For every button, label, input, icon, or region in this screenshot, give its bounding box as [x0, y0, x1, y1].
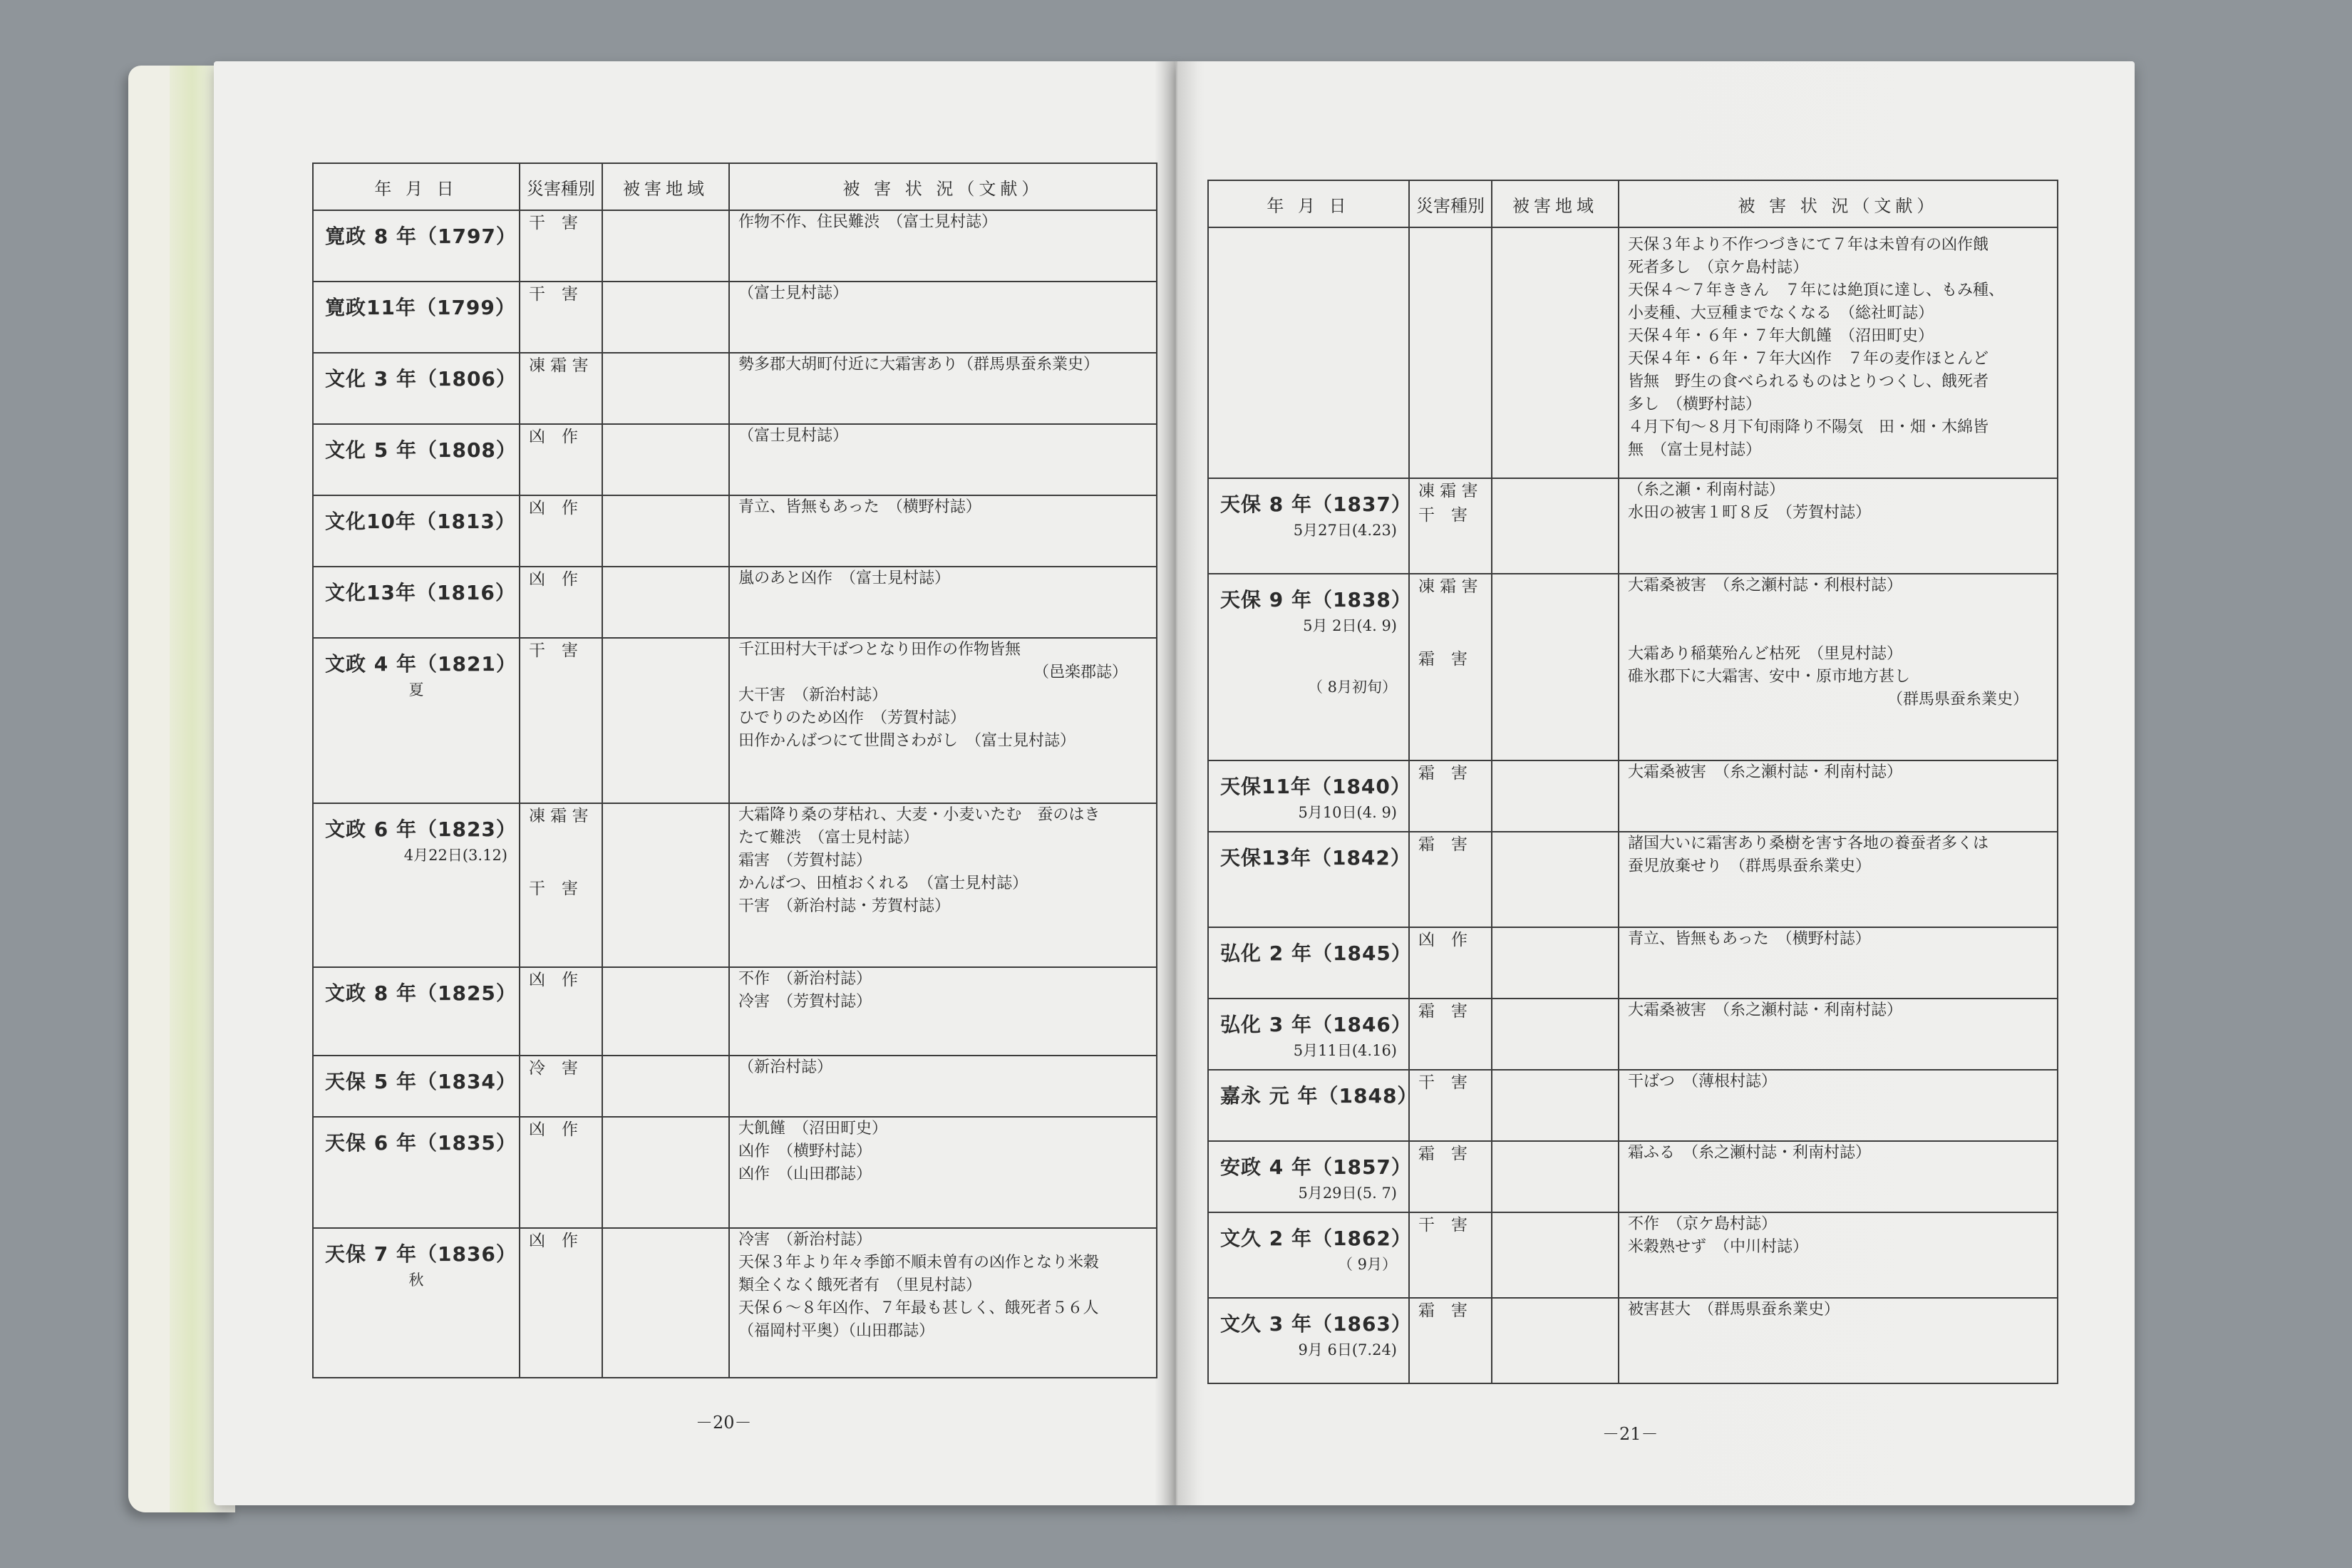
disaster-type [1410, 599, 1491, 623]
date-cell [1208, 999, 1412, 1070]
disaster-type-cell [1409, 1141, 1492, 1212]
damage-detail-line: かんばつ、田植おくれる （富士見村誌） [738, 875, 1028, 892]
table-row [1208, 1070, 2058, 1141]
damage-detail-line: 被害甚大 （群馬県蚕糸業史） [1628, 1301, 1840, 1319]
disaster-type: 凶 作 [529, 428, 578, 446]
date-label: 弘化 3 年（1846） [1220, 1013, 1412, 1036]
disaster-type-cell [520, 967, 602, 1056]
table-row [313, 353, 1157, 424]
disaster-type: 霜 害 [1418, 835, 1468, 854]
affected-area-cell [602, 282, 729, 353]
date-cell [313, 803, 520, 967]
table-row [313, 1228, 1157, 1378]
table-row [1208, 478, 2058, 574]
damage-detail-line: 霜ふる （糸之瀬村誌・利南村誌） [1628, 1144, 1872, 1162]
disaster-type-cell [1409, 1070, 1492, 1141]
date-cell [1208, 760, 1409, 832]
damage-detail-cell [729, 1117, 1157, 1228]
date-cell [1208, 927, 1412, 999]
date-sub-label: 5月29日(5. 7) [1298, 1185, 1397, 1202]
disaster-type: 霜 害 [1418, 650, 1468, 669]
table-row [313, 1056, 1157, 1117]
page-number-right: －21－ [1602, 1424, 1659, 1444]
date-cell [313, 495, 520, 567]
header-detail: 被 害 状 況（文献） [1619, 180, 2058, 227]
date-label: 文久 2 年（1862） [1220, 1227, 1412, 1250]
damage-detail-cell [729, 567, 1157, 638]
damage-detail-line: 天保４年・６年・７年大凶作 ７年の麦作ほとんど [1628, 350, 1989, 368]
affected-area-cell [1492, 1141, 1619, 1212]
affected-area-cell [1492, 227, 1619, 478]
damage-detail-line: 天保６～８年凶作、７年最も甚しく、餓死者５６人 [738, 1299, 1099, 1317]
damage-detail-line: 大霜桑被害 （糸之瀬村誌・利南村誌） [1628, 763, 1903, 781]
date-cell [1208, 1141, 1412, 1212]
disaster-type-cell [520, 638, 602, 803]
affected-area-cell [602, 424, 729, 495]
disaster-type-cell [520, 495, 602, 567]
disaster-type-cell [1409, 760, 1492, 832]
disaster-type: 冷 害 [529, 1059, 578, 1078]
header-date: 年 月 日 [313, 163, 520, 210]
table-row [1208, 760, 2058, 832]
affected-area-cell [1492, 1298, 1619, 1383]
disaster-type-cell [520, 1228, 602, 1378]
date-label: 文政 6 年（1823） [325, 817, 517, 841]
affected-area-cell [1492, 1070, 1619, 1141]
damage-detail-line: 小麦種、大豆種までなくなる （総社町誌） [1628, 304, 1934, 322]
damage-detail-line: （群馬県蚕糸業史） [1887, 691, 2028, 708]
date-label: 寛政11年（1799） [325, 296, 516, 319]
disaster-type: 干 害 [529, 880, 578, 898]
date-label: 文政 8 年（1825） [325, 981, 517, 1005]
date-label: 天保11年（1840） [1220, 775, 1411, 798]
table-row [313, 567, 1157, 638]
damage-detail-line [1619, 620, 2057, 643]
damage-detail-line: 大干害 （新治村誌） [738, 686, 888, 704]
damage-detail-cell [1619, 1212, 2058, 1298]
affected-area-cell [602, 353, 729, 424]
header-type: 災害種別 [520, 163, 602, 210]
damage-detail-line: 干害 （新治村誌・芳賀村誌） [738, 897, 951, 915]
disaster-type-cell [520, 282, 602, 353]
disaster-type: 干 害 [1418, 1073, 1468, 1092]
affected-area-cell [602, 495, 729, 567]
damage-detail-line: 碓氷郡下に大霜害、安中・原市地方甚し [1628, 668, 1911, 686]
affected-area-cell [602, 1228, 729, 1378]
damage-detail-line: 類全くなく餓死者有 （里見村誌） [738, 1276, 982, 1294]
damage-detail-line: 大霜降り桑の芽枯れ、大麦・小麦いたむ 蚕のはき [738, 806, 1100, 824]
date-label [1209, 228, 1408, 238]
damage-detail-line: 皆無 野生の食べられるものはとりつくし、餓死者 [1628, 373, 1989, 391]
damage-detail-cell [729, 967, 1157, 1056]
date-sub-label: 5月 2日(4. 9) [1303, 617, 1397, 634]
affected-area-cell [602, 803, 729, 967]
damage-detail-line: 嵐のあと凶作 （富士見村誌） [738, 569, 951, 587]
table-row [313, 803, 1157, 967]
disaster-type-cell [520, 1056, 602, 1117]
damage-detail-line: 大霜桑被害 （糸之瀬村誌・利南村誌） [1628, 1001, 1903, 1019]
damage-detail-line: 無 （富士見村誌） [1628, 441, 1762, 459]
damage-detail-line: 蚕児放棄せり （群馬県蚕糸業史） [1628, 857, 1872, 875]
date-label: 文化10年（1813） [325, 510, 516, 533]
disaster-type: 霜 害 [1418, 1145, 1468, 1163]
damage-detail-line [1619, 597, 2057, 620]
date-cell [313, 282, 520, 353]
damage-detail-cell [729, 210, 1157, 282]
disaster-type [520, 852, 602, 877]
table-row [1208, 832, 2058, 927]
disaster-table-left [312, 163, 1157, 1378]
date-label: 文化13年（1816） [325, 581, 516, 604]
table-row [1208, 999, 2058, 1070]
table-row [313, 967, 1157, 1056]
affected-area-cell [1492, 999, 1619, 1070]
damage-detail-line: 大霜桑被害 （糸之瀬村誌・利根村誌） [1628, 577, 1903, 594]
disaster-type-cell [520, 210, 602, 282]
date-cell [313, 424, 520, 495]
damage-detail-line: 冷害 （新治村誌） [738, 1231, 872, 1249]
affected-area-cell [1492, 927, 1619, 999]
disaster-type: 干 害 [529, 641, 578, 660]
table-row [1208, 1141, 2058, 1212]
disaster-type: 凍 霜 害 [1418, 482, 1478, 500]
table-row [1208, 1212, 2058, 1298]
date-cell [313, 353, 520, 424]
damage-detail-cell [729, 1056, 1157, 1117]
disaster-type-cell [520, 1117, 602, 1228]
date-label: 天保 9 年（1838） [1220, 588, 1412, 612]
affected-area-cell [1492, 574, 1619, 760]
damage-detail-line: 冷害 （芳賀村誌） [738, 993, 872, 1011]
date-cell [1208, 574, 1412, 760]
header-date: 年 月 日 [1208, 180, 1409, 227]
damage-detail-line: 天保３年より年々季節不順未曽有の凶作となり米穀 [738, 1254, 1100, 1272]
damage-detail-line: 諸国大いに霜害あり桑樹を害す各地の養蚕者多くは [1628, 835, 1989, 852]
disaster-type: 凶 作 [529, 971, 578, 989]
affected-area-cell [1492, 832, 1619, 927]
affected-area-cell [602, 1117, 729, 1228]
date-cell [313, 1117, 520, 1228]
date-cell [313, 967, 520, 1056]
table-header-row [1208, 180, 2058, 227]
disaster-type-cell [520, 803, 602, 967]
date-label: 文化 3 年（1806） [325, 367, 517, 391]
date-sub-label: 5月27日(4.23) [1293, 522, 1397, 539]
date-label: 天保 6 年（1835） [325, 1131, 517, 1155]
damage-detail-cell [1619, 1070, 2058, 1141]
header-type: 災害種別 [1409, 180, 1492, 227]
disaster-type: 干 害 [529, 214, 578, 232]
damage-detail-line: 凶作 （山田郡誌） [738, 1165, 872, 1183]
damage-detail-cell [1619, 478, 2058, 574]
table-row [313, 210, 1157, 282]
disaster-type-cell [1409, 927, 1492, 999]
disaster-type: 干 害 [1418, 1216, 1468, 1234]
disaster-type: 凶 作 [529, 499, 578, 517]
date-cell [313, 638, 520, 803]
disaster-table-right [1207, 180, 2058, 1384]
damage-detail-line: ひでりのため凶作 （芳賀村誌） [738, 709, 966, 727]
affected-area-cell [1492, 760, 1619, 832]
date-cell [1208, 478, 1412, 574]
damage-detail-cell [729, 638, 1157, 803]
table-row [1208, 927, 2058, 999]
damage-detail-line: 不作 （京ケ島村誌） [1628, 1215, 1778, 1233]
damage-detail-line: 米穀熟せず （中川村誌） [1628, 1238, 1809, 1256]
date-label: 安政 4 年（1857） [1220, 1155, 1412, 1179]
table-row [1208, 227, 2058, 478]
damage-detail-line: 田作かんばつにて世間さわがし （富士見村誌） [738, 732, 1076, 750]
damage-detail-cell [1619, 574, 2058, 760]
header-area: 被害地域 [602, 163, 729, 210]
damage-detail-cell [729, 353, 1157, 424]
damage-detail-line: （富士見村誌） [738, 427, 849, 445]
date-label: 文久 3 年（1863） [1220, 1312, 1412, 1336]
damage-detail-cell [729, 282, 1157, 353]
page-stack-edge [170, 66, 220, 1512]
table-row [313, 638, 1157, 803]
disaster-type-cell [1409, 574, 1492, 760]
damage-detail-line: （新治村誌） [738, 1058, 833, 1076]
damage-detail-line: 多し （横野村誌） [1628, 396, 1762, 413]
header-detail: 被 害 状 況（文献） [729, 163, 1157, 210]
table-header-row [313, 163, 1157, 210]
page-number-left: －20－ [696, 1413, 752, 1433]
disaster-type: 凶 作 [529, 1120, 578, 1139]
disaster-type [520, 828, 602, 852]
disaster-type-cell [1409, 1212, 1492, 1298]
date-label: 天保 5 年（1834） [325, 1070, 517, 1093]
damage-detail-line: 大飢饉 （沼田町史） [738, 1120, 888, 1138]
damage-detail-cell [1619, 832, 2058, 927]
damage-detail-cell [1619, 999, 2058, 1070]
damage-detail-line: 青立、皆無もあった （横野村誌） [738, 498, 981, 516]
disaster-type-cell [1409, 999, 1492, 1070]
date-cell [313, 1056, 520, 1117]
damage-detail-cell [729, 495, 1157, 567]
damage-detail-line: （糸之瀬・利南村誌） [1628, 481, 1785, 499]
spacer [1209, 636, 1408, 674]
date-sub-label: 夏 [408, 681, 424, 698]
damage-detail-cell [1619, 760, 2058, 832]
damage-detail-cell [729, 1228, 1157, 1378]
disaster-type-cell [1409, 1298, 1492, 1383]
date-cell [1208, 1212, 1412, 1298]
disaster-type-cell [1409, 832, 1492, 927]
damage-detail-line: 勢多郡大胡町付近に大霜害あり（群馬県蚕糸業史） [738, 356, 1100, 373]
table-row [313, 282, 1157, 353]
affected-area-cell [602, 638, 729, 803]
disaster-type: 霜 害 [1418, 1002, 1468, 1021]
date-label: 弘化 2 年（1845） [1220, 942, 1412, 965]
table-row [1208, 574, 2058, 760]
date-label: 天保 8 年（1837） [1220, 492, 1412, 516]
disaster-type-cell [1409, 227, 1492, 478]
affected-area-cell [602, 967, 729, 1056]
damage-detail-line: 不作 （新治村誌） [738, 970, 872, 988]
book-gutter [1155, 61, 1197, 1505]
date-label: 文政 4 年（1821） [325, 652, 517, 676]
disaster-type: 干 害 [1418, 506, 1468, 525]
damage-detail-line: （富士見村誌） [738, 284, 849, 302]
affected-area-cell [602, 567, 729, 638]
damage-detail-line: 干ばつ （薄根村誌） [1628, 1073, 1778, 1090]
date-sub-label: （ 9月） [1337, 1256, 1397, 1273]
affected-area-cell [1492, 1212, 1619, 1298]
damage-detail-cell [1619, 1298, 2058, 1383]
date-cell [313, 1228, 520, 1378]
table-row [313, 424, 1157, 495]
damage-detail-line: 作物不作、住民難渋 （富士見村誌） [738, 213, 998, 231]
table-row [313, 495, 1157, 567]
date-sub-label: 5月10日(4. 9) [1298, 804, 1397, 821]
damage-detail-line: 死者多し （京ケ島村誌） [1628, 259, 1809, 277]
damage-detail-line: 霜害 （芳賀村誌） [738, 852, 872, 870]
date-cell [313, 567, 520, 638]
damage-detail-line: 水田の被害１町８反 （芳賀村誌） [1628, 504, 1872, 522]
damage-detail-cell [1619, 927, 2058, 999]
damage-detail-line: たて難渋 （富士見村誌） [738, 829, 919, 847]
damage-detail-line: 凶作 （横野村誌） [738, 1143, 872, 1160]
date-sub-label: 5月11日(4.16) [1293, 1042, 1397, 1059]
date-sub-label: （ 8月初旬） [1307, 679, 1397, 696]
disaster-type: 霜 害 [1418, 1301, 1468, 1320]
damage-detail-cell [1619, 1141, 2058, 1212]
affected-area-cell [602, 210, 729, 282]
table-row [313, 1117, 1157, 1228]
disaster-type [1410, 623, 1491, 647]
date-cell [1208, 832, 1409, 927]
date-label: 嘉永 元 年（1848） [1220, 1084, 1418, 1108]
damage-detail-line: 千江田村大干ばつとなり田作の作物皆無 [738, 641, 1021, 659]
disaster-type: 凶 作 [1418, 931, 1468, 949]
damage-detail-line: 天保４年・６年・７年大飢饉 （沼田町史） [1628, 327, 1934, 345]
date-label: 天保 7 年（1836） [325, 1242, 517, 1266]
disaster-type: 霜 害 [1418, 764, 1468, 783]
date-cell [1208, 1298, 1412, 1383]
affected-area-cell [1492, 478, 1619, 574]
damage-detail-line: 大霜あり稲葉殆んど枯死 （里見村誌） [1628, 645, 1903, 663]
date-label: 文化 5 年（1808） [325, 438, 517, 462]
date-sub-label: 4月22日(3.12) [403, 847, 507, 864]
date-cell [1208, 1070, 1418, 1141]
date-label: 天保13年（1842） [1220, 846, 1411, 870]
affected-area-cell [602, 1056, 729, 1117]
header-area: 被害地域 [1492, 180, 1619, 227]
disaster-type-cell [520, 567, 602, 638]
table-row [1208, 1298, 2058, 1383]
damage-detail-line: 青立、皆無もあった （横野村誌） [1628, 930, 1871, 948]
damage-detail-cell [1619, 227, 2058, 478]
date-sub-label: 9月 6日(7.24) [1298, 1341, 1397, 1358]
damage-detail-cell [729, 424, 1157, 495]
disaster-type: 凶 作 [529, 570, 578, 589]
damage-detail-line: 天保３年より不作つづきにて７年は未曽有の凶作餓 [1628, 236, 1989, 254]
disaster-type-cell [1409, 478, 1492, 574]
disaster-type-cell [520, 353, 602, 424]
date-cell [313, 210, 520, 282]
disaster-type: 凍 霜 害 [529, 807, 589, 825]
damage-detail-line: （福岡村平奥）（山田郡誌） [738, 1322, 935, 1340]
disaster-type: 凍 霜 害 [529, 356, 589, 375]
date-label: 寛政 8 年（1797） [325, 225, 517, 248]
date-cell [1208, 227, 1409, 478]
disaster-type: 凍 霜 害 [1418, 577, 1478, 596]
disaster-type-cell [520, 424, 602, 495]
damage-detail-cell [729, 803, 1157, 967]
disaster-type: 凶 作 [529, 1232, 578, 1250]
damage-detail-line: （邑楽郡誌） [1033, 664, 1128, 681]
damage-detail-line: 天保４～７年ききん ７年には絶頂に達し、もみ種、 [1628, 282, 2005, 299]
disaster-type: 干 害 [529, 285, 578, 304]
damage-detail-line: ４月下旬～８月下旬雨降り不陽気 田・畑・木綿皆 [1628, 418, 1989, 436]
date-sub-label: 秋 [408, 1272, 424, 1289]
